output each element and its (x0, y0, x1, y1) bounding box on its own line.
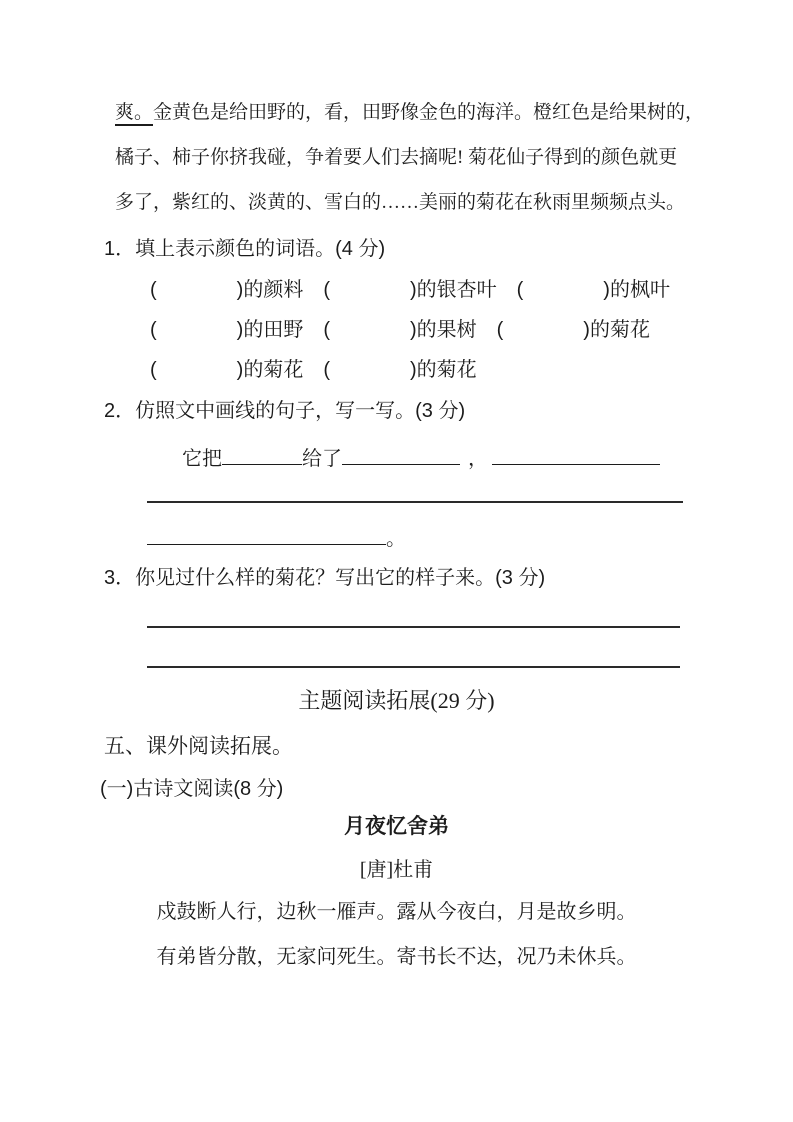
poem-line-1: 戍鼓断人行，边秋一雁声。露从今夜白，月是故乡明。 (156, 901, 637, 923)
sentence-fill-line (182, 444, 660, 472)
subsection-heading: (一)古诗文阅读(8 分) (100, 778, 284, 800)
color-fill-row-3: ( )的菊花 ( )的菊花 (150, 359, 477, 381)
answer-line-4 (147, 666, 680, 668)
color-fill-row-2: ( )的田野 ( )的果树 ( )的菊花 (150, 319, 650, 341)
answer-line-2 (147, 524, 386, 545)
answer-line-2-period: 。 (386, 528, 406, 550)
poem-author: [唐]杜甫 (359, 859, 434, 881)
underlined-phrase: 爽。 (115, 102, 153, 126)
intro-paragraph-line-2: 橘子、柿子你挤我碰，争着要人们去摘呢! 菊花仙子得到的颜色就更 (115, 147, 678, 168)
answer-line-3 (147, 626, 680, 628)
intro-paragraph-line-1 (115, 100, 704, 126)
intro-line-1-text: 金黄色是给田野的，看，田野像金色的海洋。橙红色是给果树的， (153, 102, 705, 123)
question-3-label: 3．你见过什么样的菊花？写出它的样子来。(3 分) (104, 567, 546, 589)
section-heading: 主题阅读拓展(29 分) (298, 688, 495, 713)
fill-blank-2 (342, 444, 460, 465)
fill-mid-text: 给了 (302, 448, 342, 470)
question-1-label: 1．填上表示颜色的词语。(4 分) (104, 238, 386, 260)
fill-blank-1 (222, 444, 302, 465)
fill-comma-text: ， (468, 448, 488, 470)
poem-title: 月夜忆舍弟 (344, 815, 449, 838)
intro-paragraph-line-3: 多了，紫红的、淡黄的、雪白的……美丽的菊花在秋雨里频频点头。 (115, 192, 686, 213)
answer-line-1 (147, 501, 683, 503)
fill-blank-3 (492, 444, 660, 465)
part-5-heading: 五、课外阅读拓展。 (104, 735, 293, 758)
question-2-label: 2．仿照文中画线的句子，写一写。(3 分) (104, 400, 466, 422)
color-fill-row-1: ( )的颜料 ( )的银杏叶 ( )的枫叶 (150, 279, 670, 301)
answer-line-2-row (147, 524, 406, 552)
fill-prefix-text: 它把 (182, 448, 222, 470)
poem-line-2: 有弟皆分散，无家问死生。寄书长不达，况乃未休兵。 (156, 946, 637, 968)
